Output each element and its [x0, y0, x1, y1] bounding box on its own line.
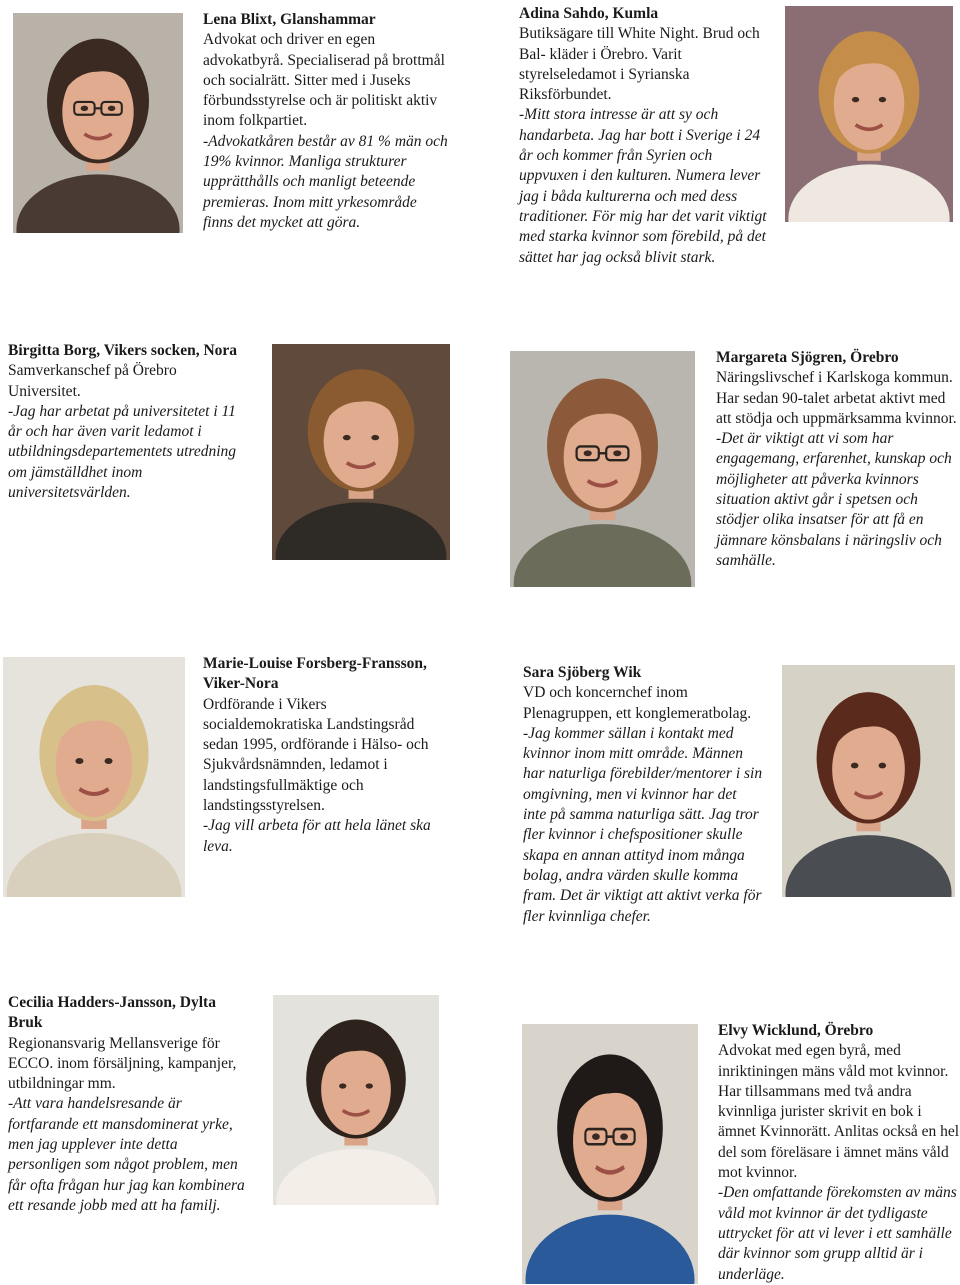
bio-margareta-sjogren — [716, 348, 960, 571]
bio-elvy-wicklund — [718, 1021, 960, 1285]
bio-lena-blixt — [203, 10, 448, 233]
portrait-photo-icon — [3, 657, 185, 897]
portrait-photo-icon — [510, 351, 695, 587]
person-quote: -Jag kommer sällan i kontakt med kvinnor inom mitt område. Männen har naturliga förebilder/mentorer i sin omgivning, men vi kvinnor har det inte på samma naturliga sätt. Jag tror fler kvinnor i chefspositioner skulle skapa en annan attityd inom många bolag, andra värden skulle komma fram. Det är viktigt att aktivt verka för fler kvinnliga chefer. — [523, 724, 763, 925]
person-role: Advokat och driver en egen advokatbyrå. Specialiserad på brottmål och socialrätt. Sitter med i Juseks förbundsstyrelse och är politiskt aktiv inom folkpartiet. — [203, 31, 445, 130]
portrait-photo-icon — [13, 13, 183, 233]
photo-birgitta-borg — [272, 344, 450, 560]
person-quote: -Det är viktigt att vi som har engagemang, erfarenhet, kunskap och möjligheter att påverka kvinnors situation aktivt går i spetsen och stödjer olika insatser för att få en jämnare könsbalans i näringsliv och samhälle. — [716, 430, 952, 569]
person-name: Birgitta Borg, Vikers socken, Nora — [8, 342, 238, 359]
person-quote: -Advokatkåren består av 81 % män och 19% kvinnor. Manliga strukturer upprätthålls och manligt beteende premieras. Inom mitt yrkesområde finns det mycket att göra. — [203, 132, 448, 231]
portrait-photo-icon — [785, 6, 953, 222]
person-name: Adina Sahdo, Kumla — [519, 5, 659, 22]
photo-margareta-sjogren — [510, 351, 695, 587]
photo-adina-sahdo — [785, 6, 953, 222]
person-quote: -Jag vill arbeta för att hela länet ska leva. — [203, 817, 431, 855]
person-name: Elvy Wicklund, Örebro — [718, 1022, 874, 1039]
person-name: Marie-Louise Forsberg-Fransson, Viker-Nora — [203, 655, 427, 693]
person-role: Ordförande i Vikers socialdemokratiska Landstingsråd sedan 1995, ordförande i Hälso- och Sjukvårdsnämnden, ledamot i landstingsfullmäktige och landstingsstyrelsen. — [203, 695, 429, 815]
person-quote: -Mitt stora intresse är att sy och handarbeta. Jag har bott i Sverige i 24 år och kommer från Syrien och uppvuxen i den kulturen. Numera lever jag i båda kulturerna och med dess traditioner. För mig har det varit viktigt med starka kvinnor som förebild, på det sättet har jag också blivit stark. — [519, 106, 767, 266]
bio-adina-sahdo — [519, 4, 769, 268]
person-name: Margareta Sjögren, Örebro — [716, 349, 899, 366]
person-quote: -Den omfattande förekomsten av mäns våld mot kvinnor är det tydligaste uttrycket för att vi lever i ett samhälle där kvinnor som grupp alltid är i underläge. — [718, 1184, 957, 1283]
person-name: Cecilia Hadders-Jansson, Dylta Bruk — [8, 994, 216, 1032]
bio-cecilia-hadders-jansson — [8, 993, 253, 1216]
photo-sara-sjoberg-wik — [782, 665, 955, 897]
person-role: Näringslivschef i Karlskoga kommun. Har sedan 90-talet arbetat aktivt med att stödja och uppmärksamma kvinnor. — [716, 369, 957, 427]
person-quote: -Jag har arbetat på universitetet i 11 år och har även varit ledamot i utbildningsdepartementets utredning om jämställdhet inom universitetsvärlden. — [8, 402, 237, 502]
bio-birgitta-borg — [8, 341, 253, 503]
portrait-photo-icon — [273, 995, 439, 1205]
bio-sara-sjoberg-wik — [523, 663, 763, 927]
person-role: VD och koncernchef inom Plenagruppen, ett konglemeratbolag. — [523, 684, 752, 722]
person-role: Regionansvarig Mellansverige för ECCO. inom försäljning, kampanjer, utbildningar mm. — [8, 1034, 237, 1093]
portrait-photo-icon — [272, 344, 450, 560]
photo-cecilia-hadders-jansson — [273, 995, 439, 1205]
person-quote: -Att vara handelsresande är fortfarande ett mansdominerat yrke, men jag upplever inte detta personligen som något problem, men får ofta frågan hur jag kan kombinera ett resande jobb med att ha familj. — [8, 1095, 245, 1214]
portrait-photo-icon — [522, 1024, 698, 1284]
bio-marie-louise-forsberg — [203, 654, 433, 857]
portrait-photo-icon — [782, 665, 955, 897]
person-role: Butiksägare till White Night. Brud och Bal- kläder i Örebro. Varit styrelseledamot i Syrianska Riksförbundet. — [519, 25, 760, 104]
person-name: Lena Blixt, Glanshammar — [203, 11, 376, 28]
person-role: Samverkanschef på Örebro Universitet. — [8, 362, 177, 400]
person-name: Sara Sjöberg Wik — [523, 664, 642, 681]
photo-elvy-wicklund — [522, 1024, 698, 1284]
person-role: Advokat med egen byrå, med inriktiningen mäns våld mot kvinnor. Har tillsammans med två andra kvinnliga jurister skrivit en bok i ämnet Kvinnorätt. Anlitas också en hel del som föreläsare i ämnet mäns våld mot kvinnor. — [718, 1042, 960, 1182]
photo-lena-blixt — [13, 13, 183, 233]
photo-marie-louise-forsberg — [3, 657, 185, 897]
